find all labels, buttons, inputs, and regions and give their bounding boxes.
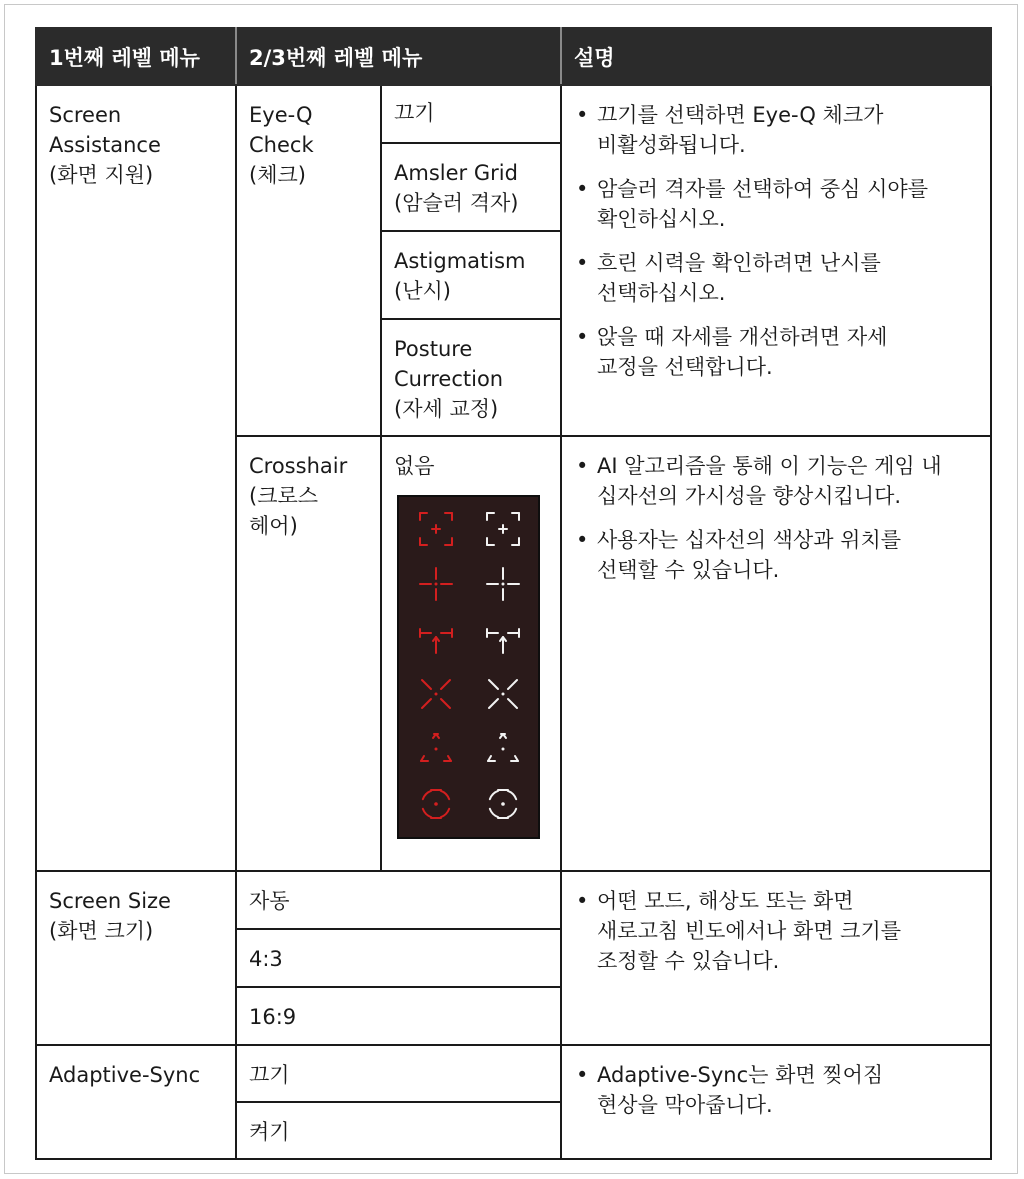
adaptive-sync-option-on: 켜기 [236, 1102, 561, 1159]
adaptive-sync-label: Adaptive-Sync [36, 1045, 236, 1159]
crosshair-gap-cross-red-icon [420, 568, 452, 600]
crosshair-x-cross-white-icon [489, 680, 517, 708]
eyeq-check-label: Eye-Q Check (체크) [236, 85, 381, 436]
crosshair-circle-red-icon [423, 790, 449, 818]
osd-menu-table [35, 27, 992, 1160]
crosshair-description [561, 436, 991, 871]
table-row [36, 1045, 991, 1102]
screen-assistance-label: Screen Assistance (화면 지원) [36, 85, 236, 871]
list-item: • 앉을 때 자세를 개선하려면 자세 교정을 선택합니다. [574, 322, 982, 382]
screen-size-option-4-3: 4:3 [236, 929, 561, 987]
screen-size-option-auto: 자동 [236, 871, 561, 929]
crosshair-styles-graphic [399, 497, 538, 837]
eyeq-option-off: 끄기 [381, 85, 561, 143]
crosshair-x-cross-red-icon [422, 680, 450, 708]
table-row [36, 871, 991, 929]
crosshair-bracket-white-icon [487, 513, 519, 545]
crosshair-triangle-white-icon [488, 734, 518, 761]
table-row [36, 85, 991, 143]
screen-size-description [561, 871, 991, 1045]
header-level23: 2/3번째 레벨 메뉴 [236, 28, 561, 85]
eyeq-option-amsler-grid: Amsler Grid (암슬러 격자) [381, 143, 561, 231]
crosshair-triangle-red-icon [421, 734, 451, 761]
adaptive-sync-option-off: 끄기 [236, 1045, 561, 1102]
crosshair-arrows-red-icon [420, 629, 452, 653]
crosshair-bracket-red-icon [420, 513, 452, 545]
screen-size-option-16-9: 16:9 [236, 987, 561, 1045]
list-item: • AI 알고리즘을 통해 이 기능은 게임 내 십자선의 가시성을 향상시킵니다. [574, 451, 982, 511]
list-item: • 암슬러 격자를 선택하여 중심 시야를 확인하십시오. [574, 174, 982, 234]
crosshair-option [381, 436, 561, 871]
eyeq-option-posture-correction: Posture Currection (자세 교정) [381, 319, 561, 436]
screen-size-label: Screen Size (화면 크기) [36, 871, 236, 1045]
list-item: • 흐린 시력을 확인하려면 난시를 선택하십시오. [574, 248, 982, 308]
list-item: • 사용자는 십자선의 색상과 위치를 선택할 수 있습니다. [574, 525, 982, 585]
eyeq-description [561, 85, 991, 436]
crosshair-option-none: 없음 [394, 454, 435, 478]
header-description: 설명 [561, 28, 991, 85]
crosshair-circle-white-icon [490, 790, 516, 818]
adaptive-sync-description [561, 1045, 991, 1159]
crosshair-label: Crosshair (크로스 헤어) [236, 436, 381, 871]
table-header-row [36, 28, 991, 85]
eyeq-option-astigmatism: Astigmatism (난시) [381, 231, 561, 319]
crosshair-styles-panel [397, 495, 540, 839]
header-level1: 1번째 레벨 메뉴 [36, 28, 236, 85]
crosshair-gap-cross-white-icon [487, 568, 519, 600]
list-item: • Adaptive-Sync는 화면 찢어짐 현상을 막아줍니다. [574, 1060, 982, 1120]
list-item: • 끄기를 선택하면 Eye-Q 체크가 비활성화됩니다. [574, 100, 982, 160]
list-item: • 어떤 모드, 해상도 또는 화면 새로고침 빈도에서나 화면 크기를 조정할 수 있습니다. [574, 886, 982, 976]
crosshair-arrows-white-icon [487, 629, 519, 653]
